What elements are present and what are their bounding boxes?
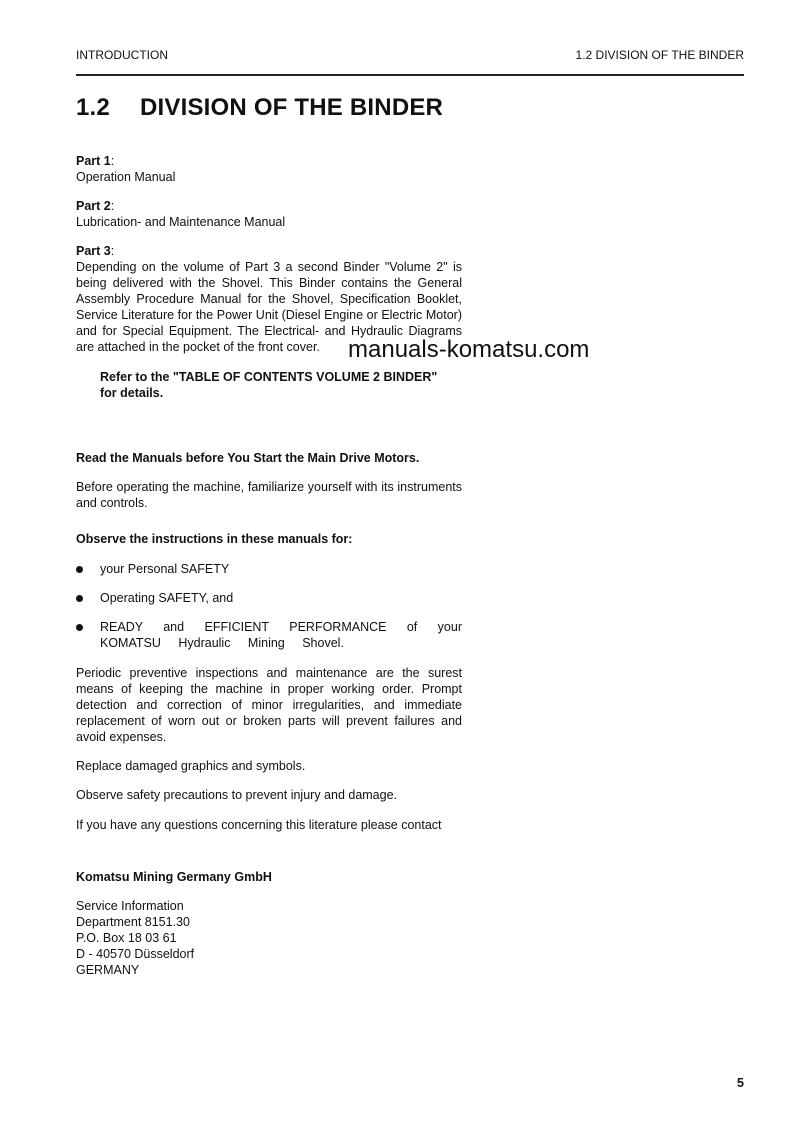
refer-line-2: for details. — [100, 386, 164, 400]
address-line: GERMANY — [76, 963, 140, 977]
part-text: Depending on the volume of Part 3 a second Binder "Volume 2" is being delivered with the Shovel. This Binder contains the General Assembly Procedure Manual for the Shovel, Specification Booklet, Service Literature for the Power Unit (Diesel Engine or Electric Motor) and for Special Equipment. The Electrical- and Hydraulic Diagrams are attached in the pocket of the front cover. — [76, 260, 462, 354]
address-line: Department 8151.30 — [76, 915, 190, 929]
part-colon: : — [110, 154, 115, 168]
part-label: Part 1 — [76, 154, 111, 168]
read-manuals-heading: Read the Manuals before You Start the Main Drive Motors. — [76, 451, 420, 465]
part-colon: : — [110, 244, 115, 258]
address-block — [76, 898, 462, 978]
list-item-text: Operating SAFETY, and — [100, 591, 234, 605]
company-name: Komatsu Mining Germany GmbH — [76, 870, 272, 884]
familiarize-paragraph: Before operating the machine, familiarize yourself with its instruments and controls. — [76, 480, 462, 510]
section-number: 1.2 — [76, 94, 110, 121]
address-line: P.O. Box 18 03 61 — [76, 931, 177, 945]
refer-note — [100, 369, 470, 401]
page-number: 5 — [737, 1076, 744, 1090]
list-item — [76, 590, 462, 606]
part-label: Part 3 — [76, 244, 111, 258]
part-text: Operation Manual — [76, 170, 176, 184]
running-header-right: 1.2 DIVISION OF THE BINDER — [575, 48, 744, 62]
refer-line-1: Refer to the "TABLE OF CONTENTS VOLUME 2 BINDER" — [100, 370, 438, 384]
address-line: Service Information — [76, 899, 184, 913]
observe-heading: Observe the instructions in these manuals for: — [76, 532, 353, 546]
list-item-text: READY and EFFICIENT PERFORMANCE of your KOMATSU Hydraulic Mining Shovel. — [100, 620, 462, 650]
address-line: D - 40570 Düsseldorf — [76, 947, 195, 961]
replace-paragraph: Replace damaged graphics and symbols. — [76, 759, 306, 773]
header-rule — [76, 74, 744, 76]
part-colon: : — [110, 199, 115, 213]
list-item — [76, 561, 462, 577]
watermark: manuals-komatsu.com — [348, 336, 590, 363]
questions-paragraph: If you have any questions concerning this literature please contact — [76, 818, 442, 832]
running-header-left: INTRODUCTION — [76, 48, 168, 62]
safety-paragraph: Observe safety precautions to prevent injury and damage. — [76, 788, 398, 802]
part-text: Lubrication- and Maintenance Manual — [76, 215, 286, 229]
bullet-icon — [76, 595, 83, 602]
bullet-icon — [76, 566, 83, 573]
bullet-icon — [76, 624, 83, 631]
part-1 — [76, 153, 462, 185]
list-item-text: your Personal SAFETY — [100, 562, 230, 576]
periodic-paragraph: Periodic preventive inspections and maintenance are the surest means of keeping the machine in proper working order. Prompt detection and correction of minor irregularities, and immediate replacement of worn out or broken parts will prevent failures and avoid expenses. — [76, 666, 462, 744]
part-label: Part 2 — [76, 199, 111, 213]
part-2 — [76, 198, 462, 230]
section-title — [76, 94, 443, 122]
section-title-text: DIVISION OF THE BINDER — [140, 94, 444, 121]
list-item — [76, 619, 462, 651]
